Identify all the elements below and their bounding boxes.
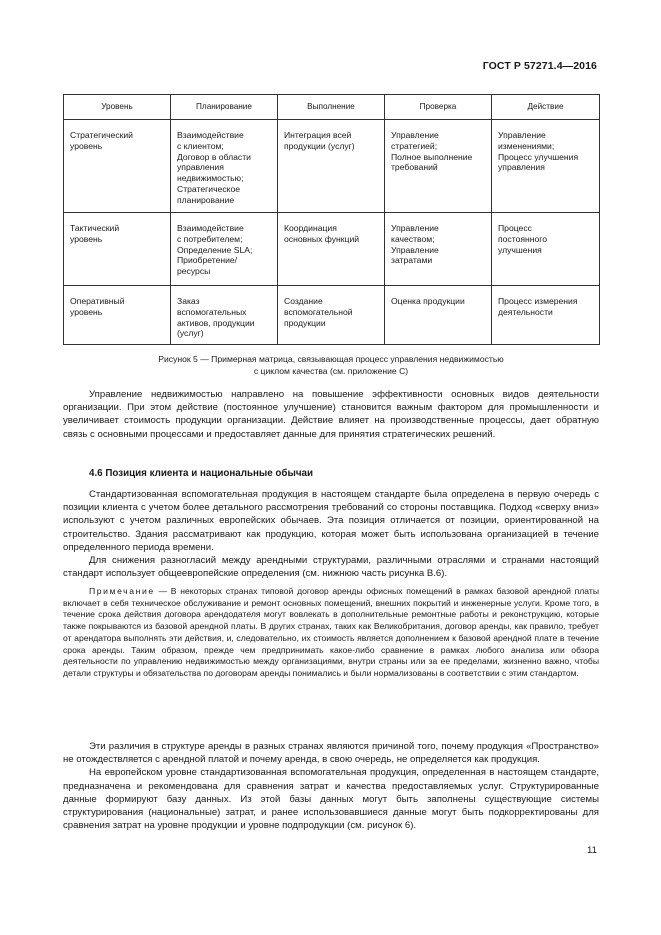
body-paragraph: Эти различия в структуре аренды в разных странах являются причиной того, почему продукция «Пространство» не отождествляется с арендной платой и почему аренда, в свою очередь, не определяется как продукция. <box>63 741 599 766</box>
note-label: Примечание <box>89 586 155 596</box>
body-paragraph: Управление недвижимостью направлено на повышение эффективности основных видов деятельности организации. При этом действие (постоянное улучшение) становится важным фактором для промышленности и увеличивает стоимость продукции организации. Действие влияет на производственные процессы, дает обратную связь с основными процессами и предоставляет данные для принятия стратегических решений. <box>63 389 599 440</box>
standard-code-header: ГОСТ Р 57271.4—2016 <box>482 60 597 72</box>
page-number: 11 <box>587 845 597 856</box>
column-header-check: Проверка <box>385 95 492 120</box>
body-paragraph: Стандартизованная вспомогательная продукция в настоящем стандарте была определена в первую очередь с позиции клиента с учетом более детального рассмотрения требований со стороны поставщика. Подход «сверху вниз» используют с учетом различных европейских обычаев. Эта позиция отличается от позиции, ориентированной на строительство. Здания рассматривают как продукцию, которая может быть использована организацией в течение определенного периода времени. <box>63 489 599 553</box>
body-paragraph-1-block <box>63 388 599 441</box>
table-cell: Процесс постоянного улучшения <box>492 213 600 286</box>
table-cell: Управление изменениями; Процесс улучшения управления <box>492 120 600 213</box>
figure-caption-line-2: с циклом качества (см. приложение С) <box>253 366 409 376</box>
quality-cycle-matrix-table <box>63 94 600 345</box>
note-paragraph <box>63 586 599 680</box>
body-paragraph: Для снижения разногласий между арендными структурами, различными отраслями и странами настоящий стандарт использует общеевропейские определения (см. нижнюю часть рисунка В.6). <box>63 555 599 580</box>
section-heading: 4.6 Позиция клиента и национальные обычаи <box>89 468 313 479</box>
table-cell: Интеграция всей продукции (услуг) <box>278 120 385 213</box>
table-row-tactical <box>64 213 600 286</box>
body-paragraphs-block-2 <box>63 740 599 832</box>
figure-caption <box>63 353 599 377</box>
figure-caption-line-1: Рисунок 5 — Примерная матрица, связывающая процесс управления недвижимостью <box>158 354 504 364</box>
table-cell: Управление стратегией; Полное выполнение требований <box>385 120 492 213</box>
table-cell: Процесс измерения деятельности <box>492 286 600 345</box>
body-paragraphs-block <box>63 488 599 580</box>
column-header-plan: Планирование <box>171 95 278 120</box>
table-cell: Координация основных функций <box>278 213 385 286</box>
note-text: — В некоторых странах типовой договор аренды офисных помещений в рамках базовой арендной платы включает в себя техническое обслуживание и ремонт основных помещений, внешних покрытий и инженерные услуги. Кроме того, в течение срока действия договора арендодателя могут вовлекать в дополнительные ремонтные работы и реконструкцию, которые также покрываются из базовой арендной платы. В других странах, таких как Великобритания, договор аренды, как правило, требует от арендатора выполнять эти действия, и, следовательно, их стоимость является дополнением к базовой арендной плате в течение срока аренды. Таким образом, прежде чем предпринимать какое-либо сравнение в рамках любого анализа или обзора деятельности по управлению недвижимостью между организациями, внутри страны или за ее пределами, жизненно важно, чтобы детали структуры и обязательства по договорам аренды понимались и были нормализованы в соответствии с этим стандартом. <box>63 586 599 678</box>
table-row-operational <box>64 286 600 345</box>
note-block <box>63 586 599 680</box>
table-cell: Управление качеством; Управление затратами <box>385 213 492 286</box>
table-cell: Взаимодействие с потребителем; Определение SLA; Приобретение/ ресурсы <box>171 213 278 286</box>
column-header-level: Уровень <box>64 95 171 120</box>
table-cell: Создание вспомогательной продукции <box>278 286 385 345</box>
table-header-row <box>64 95 600 120</box>
table-cell: Оценка продукции <box>385 286 492 345</box>
table-cell: Стратегический уровень <box>64 120 171 213</box>
table-cell: Тактический уровень <box>64 213 171 286</box>
table-cell: Оперативный уровень <box>64 286 171 345</box>
column-header-do: Выполнение <box>278 95 385 120</box>
body-paragraph: На европейском уровне стандартизованная вспомогательная продукция, определенная в настоящем стандарте, предназначена и рекомендована для сравнения затрат и качества предоставляемых услуг. Структурированные данные формируют базу данных. Из этой базы данных могут быть заполнены существующие системы структурирования (национальные) затрат, и ранее использовавшиеся данные могут быть подкорректированы для сравнения затрат на уровне продукции и уровне подпродукции (см. рисунок 6). <box>63 767 599 832</box>
column-header-act: Действие <box>492 95 600 120</box>
table-cell: Заказ вспомогательных активов, продукции (услуг) <box>171 286 278 345</box>
table-cell: Взаимодействие с клиентом; Договор в области управления недвижимостью; Стратегическое планирование <box>171 120 278 213</box>
table-row-strategic <box>64 120 600 213</box>
